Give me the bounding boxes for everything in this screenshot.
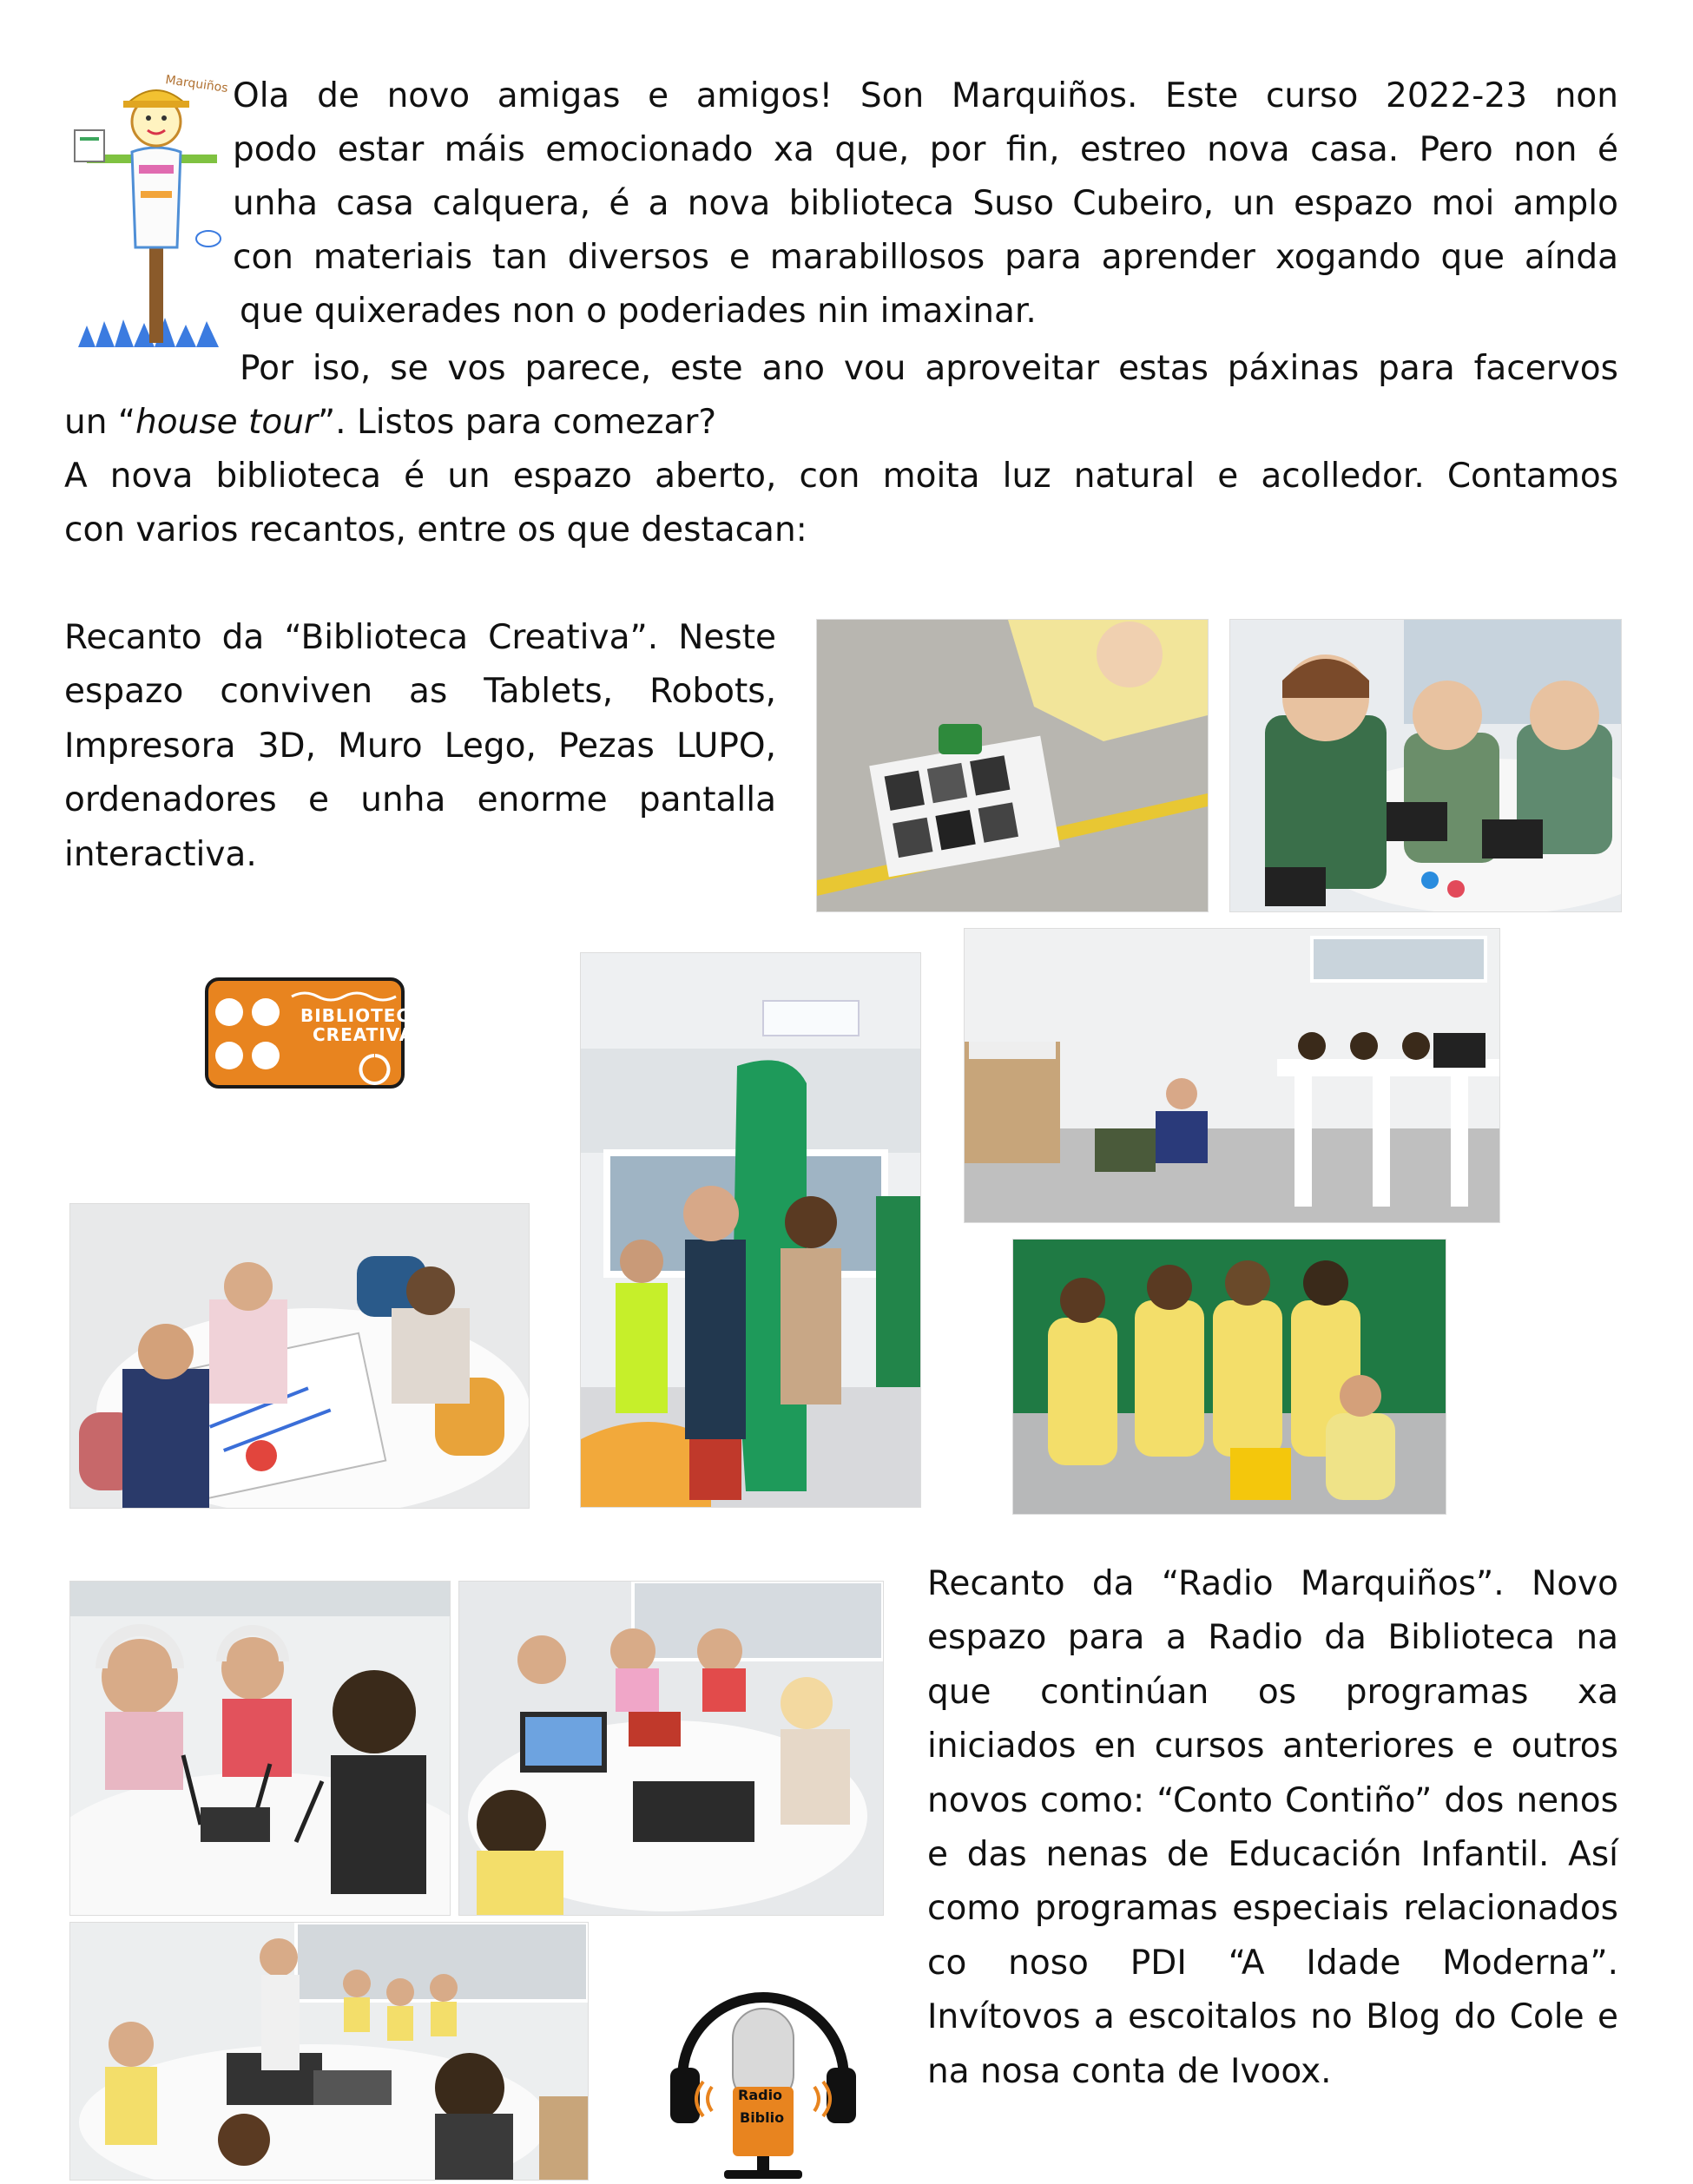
photo-kids-tablets (1229, 619, 1622, 912)
intro-paragraph (233, 69, 1618, 339)
photo-radio-group (69, 1922, 589, 2181)
creative-corner-text: Recanto da “Biblioteca Creativa”. Neste espazo conviven as Tablets, Robots, Impresora 3D, Muro Lego, Pezas LUPO, ordenadores e unha enorme pantalla interactiva. (64, 618, 776, 874)
logo-text-radio: Radio (738, 2087, 783, 2103)
intro-line-5: que quixerades non o poderiades nin imaxinar. (240, 292, 1037, 331)
house-tour-emphasis: house tour (135, 403, 318, 442)
logo-text-creativa: CREATIVA (313, 1024, 414, 1045)
library-line-1: A nova biblioteca é un espazo aberto, con moita luz natural e acolledor. Contamos (64, 457, 1618, 496)
photo-computer-area (964, 928, 1500, 1223)
mascot-illustration (69, 61, 234, 356)
tour-line-2 (64, 396, 1618, 450)
tour-paragraph (64, 342, 1618, 557)
tour-line-1: Por iso, se vos parece, este ano vou aproveitar estas páxinas para facervos (240, 349, 1618, 388)
photo-drawing-table (69, 1203, 530, 1509)
logo-text-biblioteca: BIBLIOTECA (300, 1005, 425, 1026)
intro-line-1: Ola de novo amigas e amigos! Son Marquiños. Este curso 2022-23 non (233, 76, 1618, 115)
intro-line-3: unha casa calquera, é a nova biblioteca Suso Cubeiro, un espazo moi amplo (233, 184, 1618, 223)
mascot-name-label: Marquiños (164, 73, 229, 96)
biblioteca-creativa-logo (205, 977, 425, 1089)
tour-line-2-end: ”. Listos para comezar? (317, 403, 717, 442)
intro-line-4: con materiais tan diversos e marabillosos para aprender xogando que aínda (233, 238, 1618, 277)
photo-lego-wall (1012, 1239, 1446, 1515)
photo-radio-mixer (458, 1581, 884, 1916)
photo-robot-qr-mat (816, 619, 1209, 912)
intro-line-2: podo estar máis emocionado xa que, por fin, estreo nova casa. Pero non é (233, 130, 1618, 169)
radio-biblio-logo (663, 1965, 863, 2181)
logo-text-biblio: Biblio (740, 2109, 785, 2126)
radio-corner-text: Recanto da “Radio Marquiños”. Novo espazo para a Radio da Biblioteca na que continúan os programas xa iniciados en cursos anteriores e outros novos como: “Conto Contiño” dos nenos e das nenas de Educación Infantil. Así como programas especiais relacionados co noso PDI “A Idade Moderna”. Invítovos a escoitalos no Blog do Cole e na nosa conta de Ivoox. (927, 1564, 1618, 2091)
library-line-2: con varios recantos, entre os que destacan: (64, 510, 807, 549)
tour-line-2-start: un “ (64, 403, 136, 442)
photo-radio-headphones (69, 1581, 451, 1916)
photo-lego-tower (580, 952, 921, 1508)
